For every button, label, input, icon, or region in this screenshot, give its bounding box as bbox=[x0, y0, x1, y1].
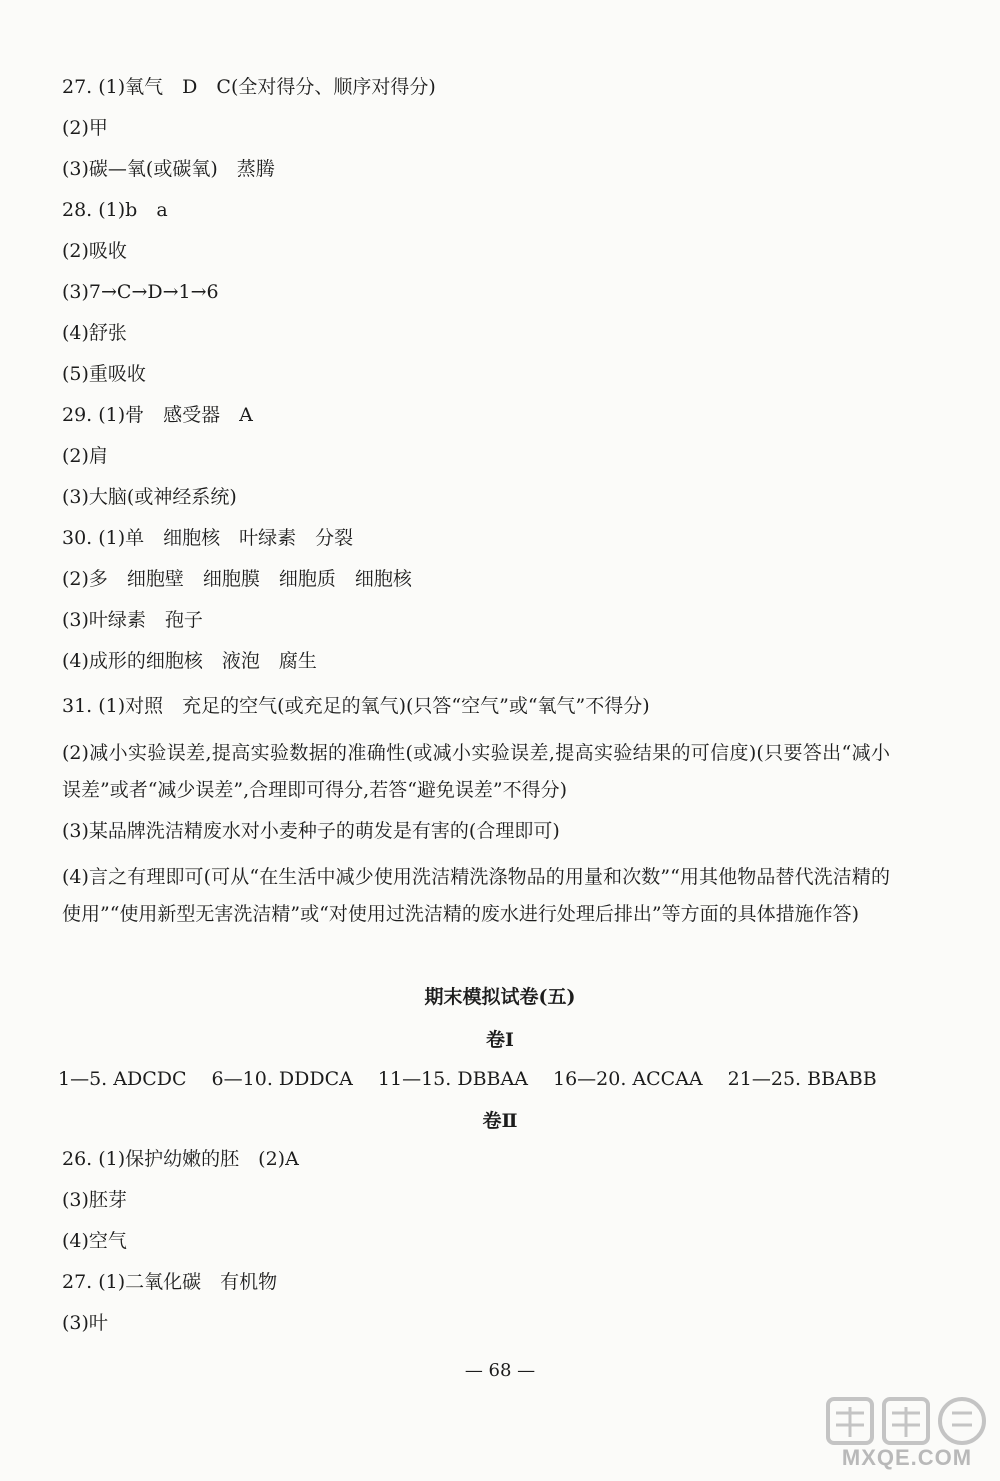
answer-line: 30. (1)单 细胞核 叶绿素 分裂 bbox=[62, 527, 354, 549]
answer-paragraph: (2)减小实验误差,提高实验数据的准确性(或减小实验误差,提高实验结果的可信度)(只要答出“减小误差”或者“减少误差”,合理即可得分,若答“避免误差”不得分) bbox=[62, 742, 890, 801]
answer-line: (5)重吸收 bbox=[62, 363, 146, 385]
answer-line: 27. (1)氧气 D C(全对得分、顺序对得分) bbox=[62, 76, 436, 98]
answer-line: (3)胚芽 bbox=[62, 1189, 127, 1211]
answer-line: (3)叶 bbox=[62, 1312, 108, 1334]
exam-title: 期末模拟试卷(五) bbox=[424, 986, 576, 1008]
answer-line: (4)空气 bbox=[62, 1230, 127, 1252]
answer-line: (2)吸收 bbox=[62, 240, 127, 262]
answer-line: 27. (1)二氧化碳 有机物 bbox=[62, 1271, 278, 1293]
answer-line: (3)大脑(或神经系统) bbox=[62, 486, 237, 508]
section-heading: 卷Ⅰ bbox=[486, 1029, 514, 1051]
answer-line: (4)舒张 bbox=[62, 322, 127, 344]
answer-line: 28. (1)b a bbox=[62, 199, 168, 221]
watermark-text: MXQE.COM bbox=[841, 1445, 973, 1470]
watermark bbox=[822, 1395, 992, 1475]
answer-paragraph: (4)言之有理即可(可从“在生活中减少使用洗洁精洗涤物品的用量和次数”“用其他物品替代洗洁精的使用”“使用新型无害洗洁精”或“对使用过洗洁精的废水进行处理后排出”等方面的具体措施作答) bbox=[62, 866, 890, 925]
answer-line: 26. (1)保护幼嫩的胚 (2)A bbox=[62, 1148, 299, 1170]
answer-line: (3)叶绿素 孢子 bbox=[62, 609, 203, 631]
section-heading: 卷Ⅱ bbox=[482, 1110, 518, 1132]
answer-line: (3)7→C→D→1→6 bbox=[62, 281, 219, 303]
watermark-logo-icon bbox=[822, 1395, 992, 1447]
answer-line: (4)成形的细胞核 液泡 腐生 bbox=[62, 650, 317, 672]
answer-line: (2)多 细胞壁 细胞膜 细胞质 细胞核 bbox=[62, 568, 412, 590]
multiple-choice-answers: 1—5. ADCDC 6—10. DDDCA 11—15. DBBAA 16—20. ACCAA 21—25. BBABB bbox=[58, 1068, 877, 1090]
answer-line: (2)甲 bbox=[62, 117, 108, 139]
answer-line: 29. (1)骨 感受器 A bbox=[62, 404, 253, 426]
answer-line: (3)某品牌洗洁精废水对小麦种子的萌发是有害的(合理即可) bbox=[62, 820, 560, 842]
page-number: — 68 — bbox=[464, 1360, 536, 1381]
answer-line: 31. (1)对照 充足的空气(或充足的氧气)(只答“空气”或“氧气”不得分) bbox=[62, 695, 650, 717]
answer-line: (3)碳—氧(或碳氧) 蒸腾 bbox=[62, 158, 275, 180]
answer-line: (2)肩 bbox=[62, 445, 108, 467]
